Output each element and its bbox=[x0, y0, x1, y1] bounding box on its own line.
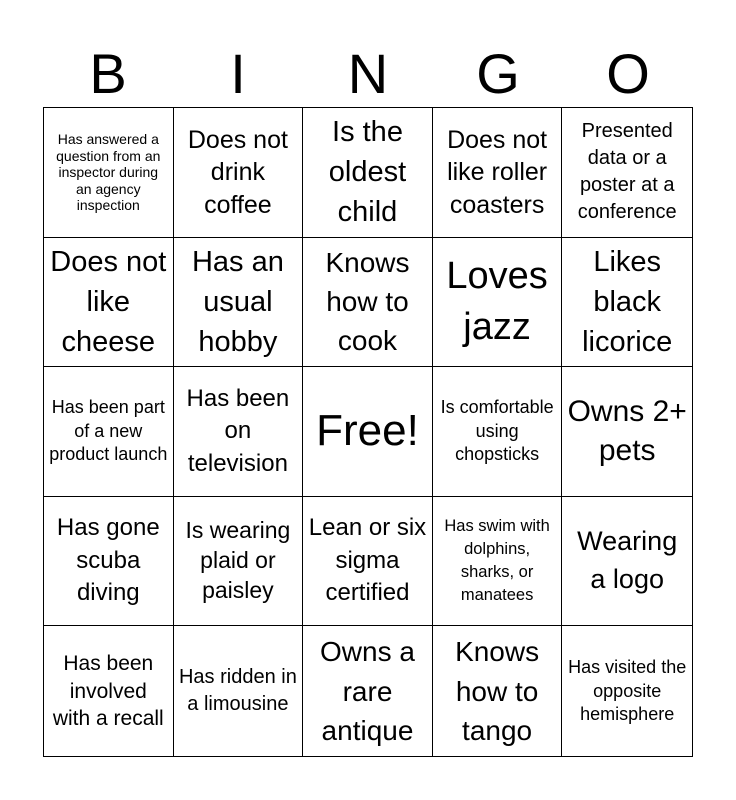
bingo-cell-r4c1[interactable]: Has gone scuba diving bbox=[44, 497, 174, 627]
header-letter-b: B bbox=[89, 42, 127, 105]
bingo-header bbox=[43, 40, 693, 108]
bingo-cell-r2c1[interactable]: Does not like cheese bbox=[44, 238, 174, 368]
bingo-cell-r2c4[interactable]: Loves jazz bbox=[433, 238, 563, 368]
bingo-cell-r5c2[interactable]: Has ridden in a limousine bbox=[174, 626, 304, 756]
bingo-cell-r4c5[interactable]: Wearing a logo bbox=[562, 497, 692, 627]
bingo-cell-r4c2[interactable]: Is wearing plaid or paisley bbox=[174, 497, 304, 627]
bingo-cell-r1c3[interactable]: Is the oldest child bbox=[303, 108, 433, 238]
bingo-cell-r2c3[interactable]: Knows how to cook bbox=[303, 238, 433, 368]
bingo-cell-r1c2[interactable]: Does not drink coffee bbox=[174, 108, 304, 238]
header-letter-i: I bbox=[230, 42, 246, 105]
bingo-cell-r3c4[interactable]: Is comfortable using chopsticks bbox=[433, 367, 563, 497]
header-letter-o: O bbox=[606, 42, 650, 105]
bingo-cell-r5c5[interactable]: Has visited the opposite hemisphere bbox=[568, 657, 687, 724]
bingo-cell-r3c5[interactable]: Owns 2+ pets bbox=[562, 367, 692, 497]
bingo-cell-r4c3[interactable]: Lean or six sigma certified bbox=[303, 497, 433, 627]
bingo-cell-r5c3[interactable]: Owns a rare antique bbox=[303, 626, 433, 756]
bingo-cell-r5c1[interactable]: Has been involved with a recall bbox=[44, 626, 174, 756]
bingo-cell-r1c1[interactable]: Has answered a question from an inspector during an agency inspection bbox=[44, 108, 174, 238]
bingo-cell-r3c2[interactable]: Has been on television bbox=[174, 367, 304, 497]
bingo-cell-r2c5[interactable]: Likes black licorice bbox=[562, 238, 692, 368]
bingo-cell-r4c4[interactable]: Has swim with dolphins, sharks, or manatees bbox=[433, 497, 563, 627]
header-letter-g: G bbox=[476, 42, 520, 105]
bingo-cell-r1c5[interactable]: Presented data or a poster at a conference bbox=[562, 108, 692, 238]
bingo-cell-r1c4[interactable]: Does not like roller coasters bbox=[433, 108, 563, 238]
header-letter-n: N bbox=[347, 42, 389, 105]
bingo-cell-r2c2[interactable]: Has an usual hobby bbox=[174, 238, 304, 368]
bingo-cell-free[interactable]: Free! bbox=[303, 367, 433, 497]
bingo-cell-r3c1[interactable]: Has been part of a new product launch bbox=[44, 367, 174, 497]
bingo-cell-r5c4[interactable]: Knows how to tango bbox=[433, 626, 563, 756]
bingo-card-grid bbox=[43, 107, 693, 757]
